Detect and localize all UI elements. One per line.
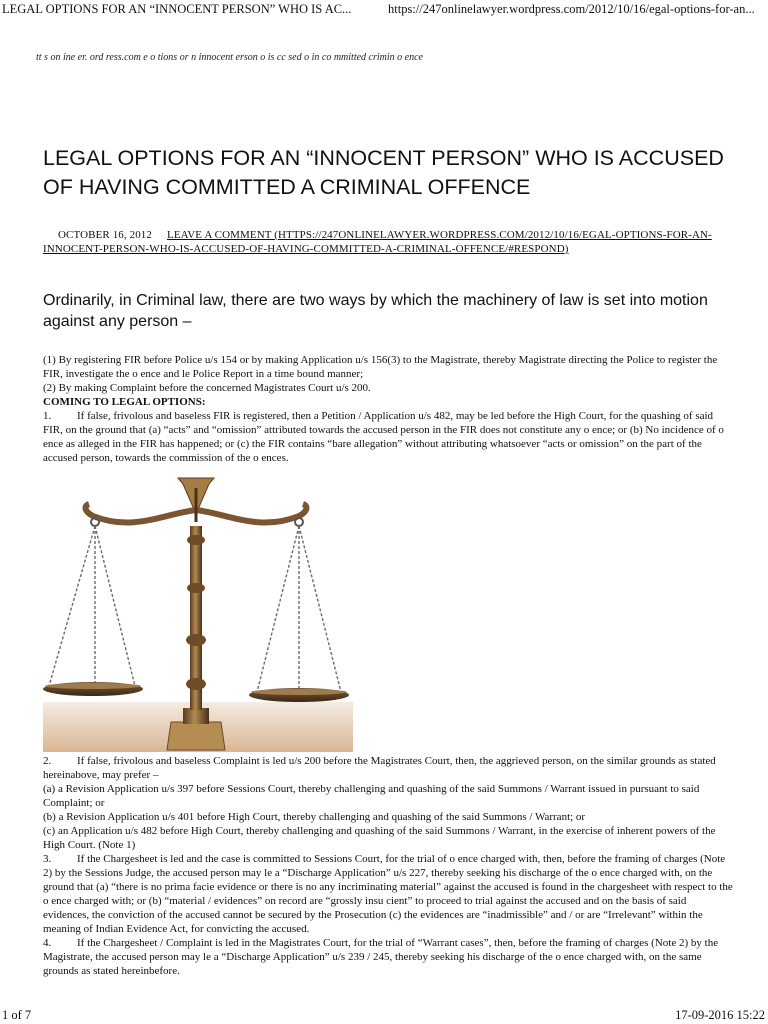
list-item-4: 4. If the Chargesheet / Complaint is led in the Magistrates Court, for the trial of “Warrant cases”, then, before the framing of charges (Note 2) by the Magistrate, the accused person may le a “Discharge Application” u/s 239 / 245, thereby seeking his discharge of the o ence charged with, on the same grounds as stated hereinbefore. <box>43 937 719 977</box>
list-item-3: 3. If the Chargesheet is led and the case is committed to Sessions Court, for the trial of o ence charged with, then, before the framing of charges (Note 2) by the Sessions Judge, the accused person may le a “Discharge Application” u/s 227, thereby seeking his discharge of the o ence charged with, on the ground that (a) “there is no prima facie evidence or there is no any incriminating material” against the accused is found in the chargesheet with respect to the o ence charged with; or (b) “material / evidences” on record are “grossly insu cient” to proceed to trial against the accused and on the basis of said evidences, the conviction of the accused cannot be secured by the Prosecution (c) the evidences are “inadmissible” and / or are “Irrelevant” within the meaning of Indian Evidence Act, for convicting the accused. <box>43 853 733 935</box>
article-body-bottom <box>43 754 733 978</box>
post-date: OCTOBER 16, 2012 <box>58 229 152 241</box>
page-number: 1 of 7 <box>2 1008 32 1022</box>
section-heading: COMING TO LEGAL OPTIONS: <box>43 396 206 408</box>
list-item-2b: (b) a Revision Application u/s 401 before High Court, thereby challenging and quashing of the said Summons / Warrant; or <box>43 811 586 823</box>
lead-paragraph: Ordinarily, in Criminal law, there are two ways by which the machinery of law is set into motion against any person – <box>43 292 708 330</box>
post-title: LEGAL OPTIONS FOR AN “INNOCENT PERSON” WHO IS ACCUSED OF HAVING COMMITTED A CRIMINAL OFFENCE <box>43 146 724 199</box>
scales-of-justice-image <box>43 470 353 752</box>
breadcrumb[interactable]: tt s on ine er. ord ress.com e o tions or n innocent erson o is cc sed o in co mmitted crimin o ence <box>36 52 423 63</box>
list-item-2: 2. If false, frivolous and baseless Complaint is led u/s 200 before the Magistrates Court, then, the aggrieved person, on the similar grounds as stated hereinabove, may prefer – <box>43 755 716 781</box>
list-item-2c: (c) an Application u/s 482 before High Court, thereby challenging and quashing of the said Summons / Warrant, in the exercise of inherent powers of the High Court. (Note 1) <box>43 825 716 851</box>
post-meta <box>43 228 733 256</box>
print-timestamp: 17-09-2016 15:22 <box>675 1008 765 1022</box>
print-header-url[interactable]: https://247onlinelawyer.wordpress.com/2012/10/16/egal-options-for-an... <box>388 2 755 16</box>
paragraph-complaint: (2) By making Complaint before the concerned Magistrates Court u/s 200. <box>43 382 371 394</box>
list-item-2a: (a) a Revision Application u/s 397 before Sessions Court, thereby challenging and quashing of the said Summons / Warrant issued in pursuant to said Complaint; or <box>43 783 700 809</box>
list-item-1: 1. If false, frivolous and baseless FIR is registered, then a Petition / Application u/s 482, may be led before the High Court, for the quashing of said FIR, on the ground that (a) “acts” and “omission” attributed towards the accused person in the FIR does not constitute any o ence; or (b) No incidence of o ence as alleged in the FIR has happened; or (c) the FIR contains “bare allegation” without attributing whatsoever “acts or omission” on the part of the accused person, towards the commission of the o ences. <box>43 410 724 464</box>
leave-comment-link[interactable]: LEAVE A COMMENT (HTTPS://247ONLINELAWYER.WORDPRESS.COM/2012/10/16/EGAL-OPTIONS-FOR-AN-INNOCENT-PERSON-WHO-IS-ACCUSED-OF-HAVING-COMMITTED-A-CRIMINAL-OFFENCE/#RESPOND) <box>43 229 712 255</box>
article-body-top <box>43 353 733 465</box>
print-header-title: LEGAL OPTIONS FOR AN “INNOCENT PERSON” WHO IS AC... <box>2 2 352 16</box>
paragraph-fir: (1) By registering FIR before Police u/s 154 or by making Application u/s 156(3) to the Magistrate, thereby Magistrate directing the Police to register the FIR, investigate the o ence and le Police Report in a time bound manner; <box>43 354 718 380</box>
